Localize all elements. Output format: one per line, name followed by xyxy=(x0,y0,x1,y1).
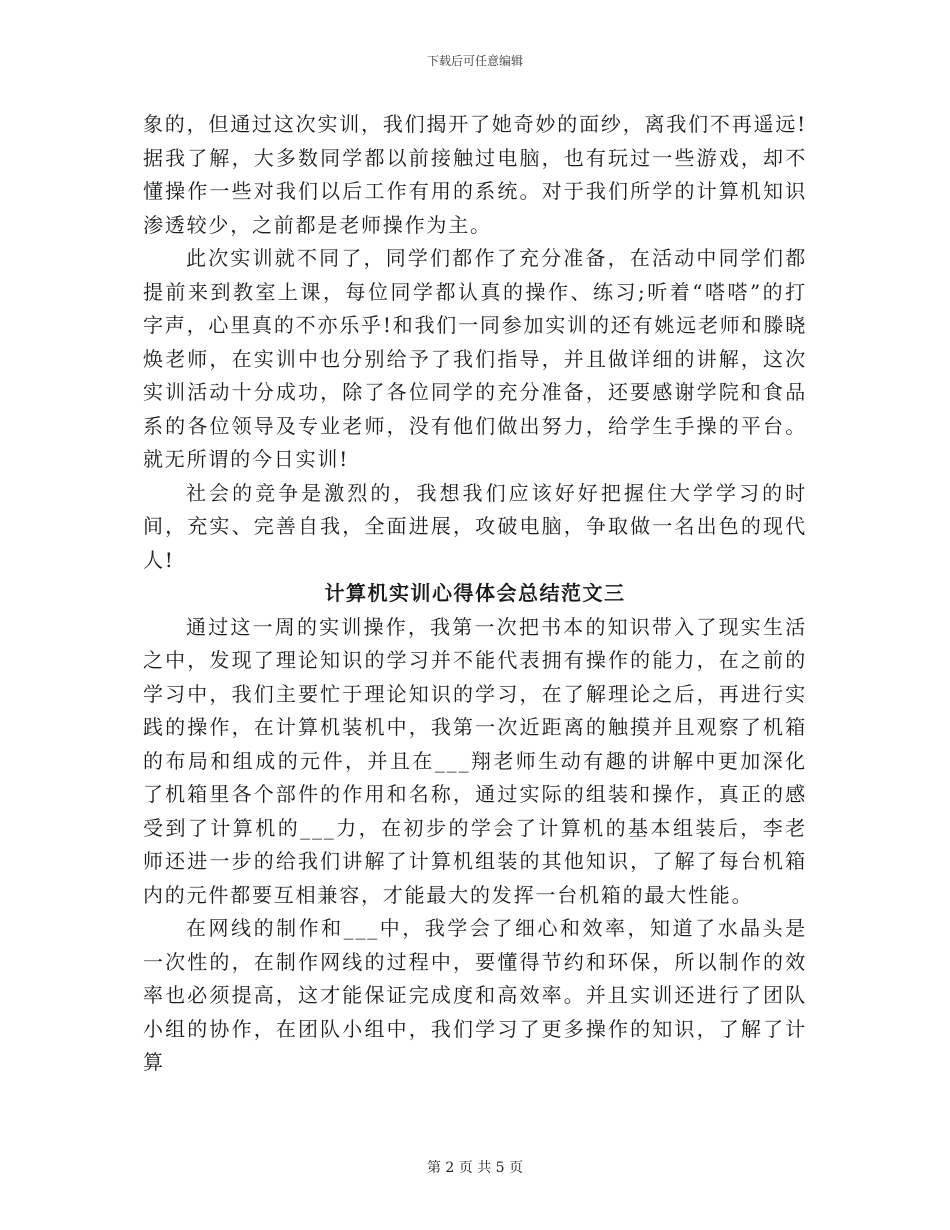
document-body xyxy=(143,108,807,1080)
page-header: 下载后可任意编辑 xyxy=(426,54,523,68)
paragraph-1: 象的，但通过这次实训，我们揭开了她奇妙的面纱，离我们不再遥远!据我了解，大多数同学都以前接触过电脑，也有玩过一些游戏，却不懂操作一些对我们以后工作有用的系统。对于我们所学的计算机知识渗透较少，之前都是老师操作为主。 xyxy=(143,112,807,237)
paragraph-3: 社会的竞争是激烈的，我想我们应该好好把握住大学学习的时间，充实、完善自我，全面进展，攻破电脑，争取做一名出色的现代人! xyxy=(143,480,807,572)
paragraph-4: 通过这一周的实训操作，我第一次把书本的知识带入了现实生活之中，发现了理论知识的学习并不能代表拥有操作的能力，在之前的学习中，我们主要忙于理论知识的学习，在了解理论之后，再进行实践的操作，在计算机装机中，我第一次近距离的触摸并且观察了机箱的布局和组成的元件，并且在___翔老师生动有趣的讲解中更加深化了机箱里各个部件的作用和名称，通过实际的组装和操作，真正的感受到了计算机的___力，在初步的学会了计算机的基本组装后，李老师还进一步的给我们讲解了计算机组装的其他知识，了解了每台机箱内的元件都要互相兼容，才能最大的发挥一台机箱的最大性能。 xyxy=(143,614,807,907)
paragraph-2: 此次实训就不同了，同学们都作了充分准备，在活动中同学们都提前来到教室上课，每位同学都认真的操作、练习;听着“嗒嗒”的打字声，心里真的不亦乐乎!和我们一同参加实训的还有姚远老师和滕晓焕老师，在实训中也分别给予了我们指导，并且做详细的讲解，这次实训活动十分成功，除了各位同学的充分准备，还要感谢学院和食品系的各位领导及专业老师，没有他们做出努力，给学生手操的平台。就无所谓的今日实训! xyxy=(143,246,807,471)
paragraph-5: 在网线的制作和___中，我学会了细心和效率，知道了水晶头是一次性的，在制作网线的过程中，要懂得节约和环保，所以制作的效率也必须提高，这才能保证完成度和高效率。并且实训还进行了团队小组的协作，在团队小组中，我们学习了更多操作的知识，了解了计算 xyxy=(143,916,807,1074)
section-title: 计算机实训心得体会总结范文三 xyxy=(324,581,626,605)
page-footer: 第 2 页 共 5 页 xyxy=(426,1160,524,1176)
